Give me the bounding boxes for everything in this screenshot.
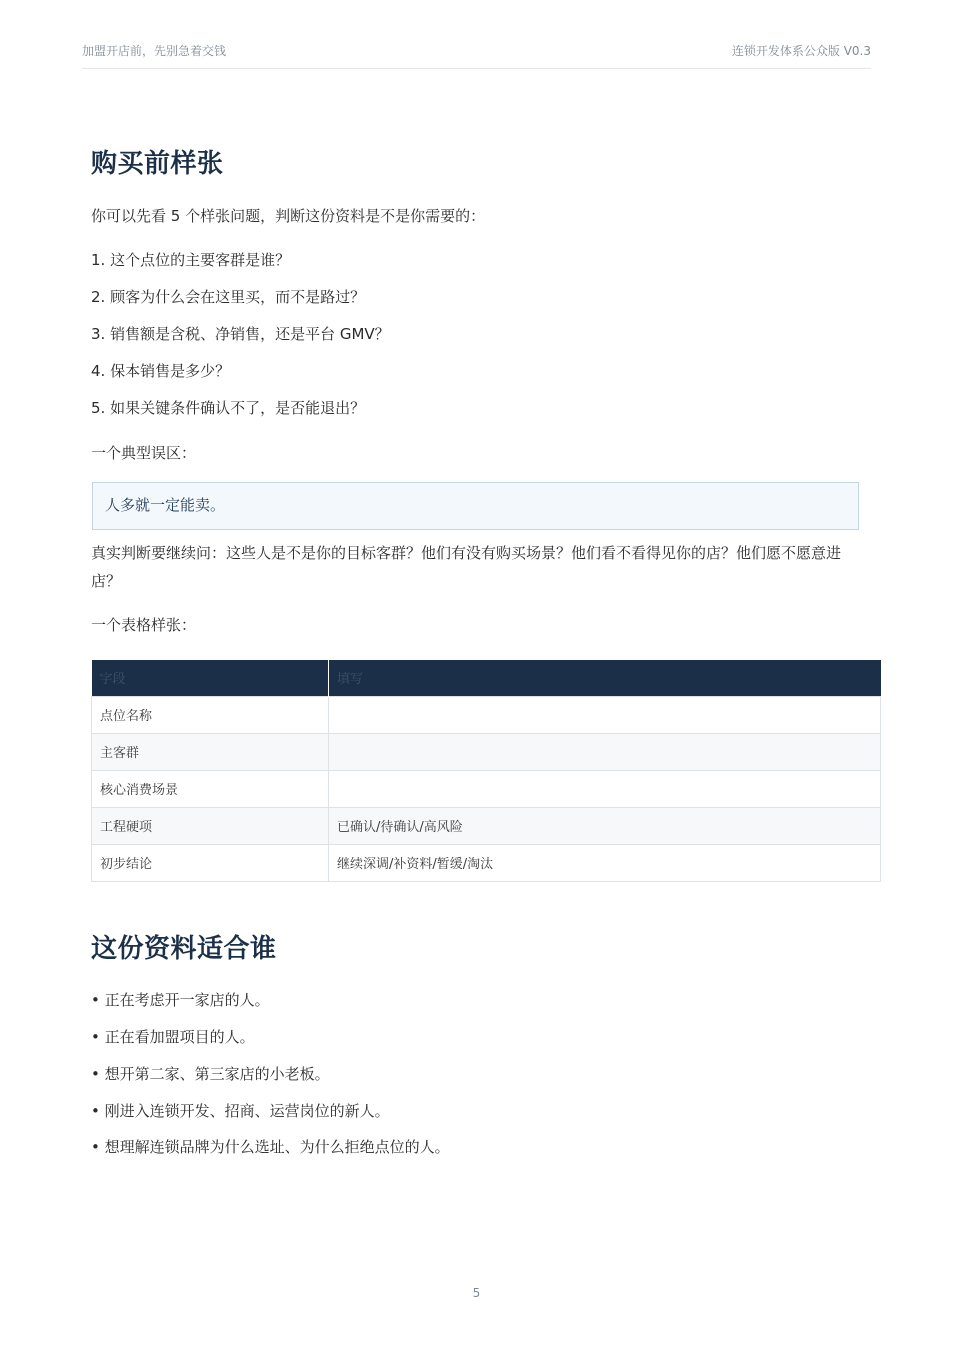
question-item-5: 5. 如果关键条件确认不了，是否能退出？ [91,399,366,417]
page-number: 5 [472,1286,481,1300]
table-row [92,770,881,807]
header-left-title: 加盟开店前，先别急着交钱 [82,44,227,58]
audience-item-4: • 刚进入连锁开发、招商、运营岗位的新人。 [91,1097,390,1125]
table-cell-field: 主客群 [92,733,329,770]
table-cell-value: 已确认/待确认/高风险 [329,807,881,844]
explanation-paragraph: 真实判断要继续问：这些人是不是你的目标客群？他们有没有购买场景？他们看不看得见你的店？他们愿不愿意进店？ [91,544,842,590]
myth-callout-text: 人多就一定能卖。 [105,496,226,514]
table-cell-field: 点位名称 [92,696,329,733]
header-right-title: 连锁开发体系公众版 V0.3 [731,44,871,58]
table-cell-value [329,770,881,807]
myth-callout [92,482,859,530]
table-cell-field: 初步结论 [92,844,329,881]
table-label: 一个表格样张： [91,616,197,634]
table-row [92,844,881,881]
table-cell-value [329,733,881,770]
table-cell-value: 继续深调/补资料/暂缓/淘汰 [329,844,881,881]
table-row [92,733,881,770]
table-header-row [92,660,881,696]
audience-item-2: • 正在看加盟项目的人。 [91,1023,255,1051]
audience-item-1: • 正在考虑开一家店的人。 [91,986,270,1014]
question-item-3: 3. 销售额是含税、净销售，还是平台 GMV？ [91,325,390,343]
table-header-field: 字段 [92,660,329,696]
audience-item-3: • 想开第二家、第三家店的小老板。 [91,1060,330,1088]
table-header-fill: 填写 [329,660,881,696]
section-title-sample: 购买前样张 [91,149,224,179]
question-item-1: 1. 这个点位的主要客群是谁？ [91,251,291,269]
table-row [92,696,881,733]
page-header [82,40,871,69]
audience-item-5: • 想理解连锁品牌为什么选址、为什么拒绝点位的人。 [91,1133,450,1161]
question-item-4: 4. 保本销售是多少？ [91,362,231,380]
section-title-audience: 这份资料适合谁 [91,934,277,964]
table-cell-field: 工程硬项 [92,807,329,844]
table-row [92,807,881,844]
myth-label: 一个典型误区： [91,444,197,462]
intro-paragraph: 你可以先看 5 个样张问题，判断这份资料是不是你需要的： [91,207,486,225]
question-item-2: 2. 顾客为什么会在这里买，而不是路过？ [91,288,366,306]
table-cell-field: 核心消费场景 [92,770,329,807]
sample-table [91,660,881,882]
table-cell-value [329,696,881,733]
